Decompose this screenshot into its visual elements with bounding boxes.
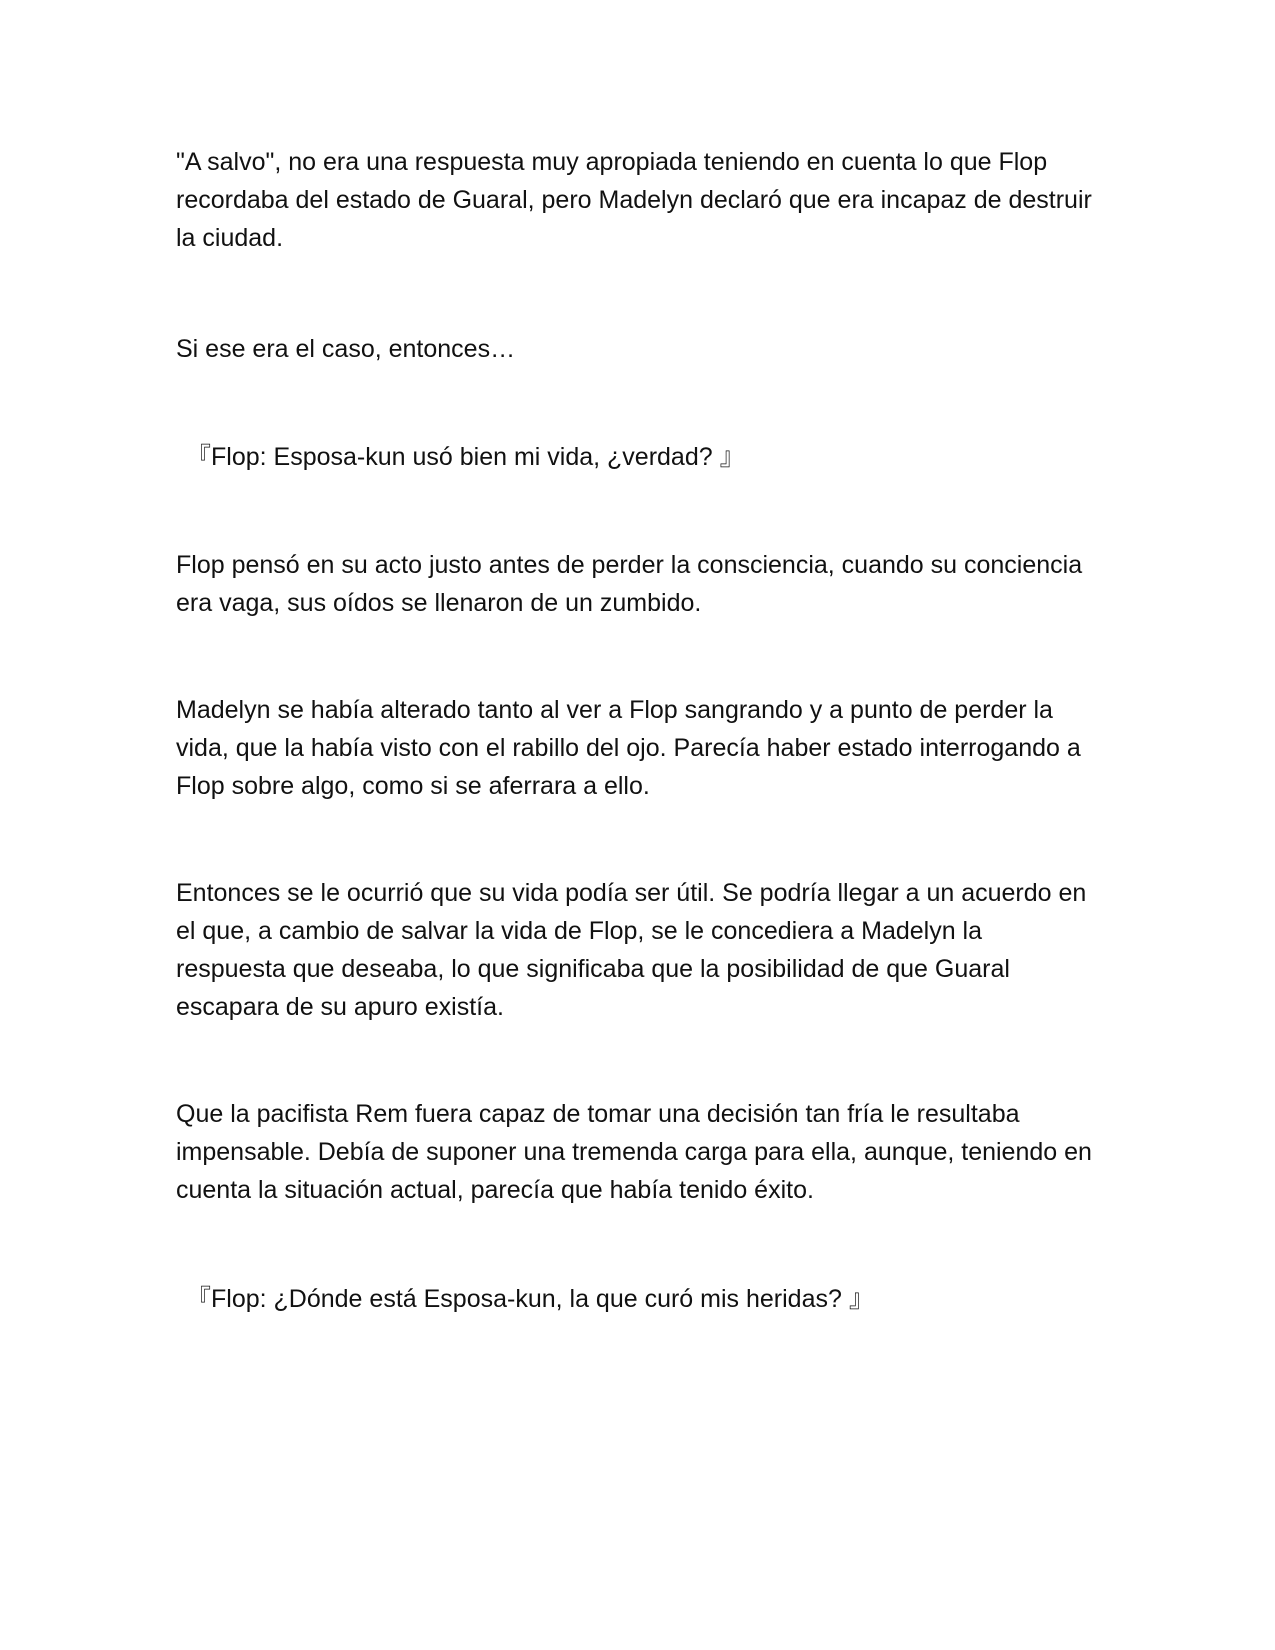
paragraph-pacifista-rem: Que la pacifista Rem fuera capaz de tomar una decisión tan fría le resultaba impensable. Debía de suponer una tremenda carga para ella, aunque, teniendo en cuenta la situación actual, parecía que había tenido éxito. — [176, 1100, 1092, 1204]
paragraph-si-ese-era: Si ese era el caso, entonces… — [176, 335, 516, 363]
paragraph-flop-penso: Flop pensó en su acto justo antes de perder la consciencia, cuando su conciencia era vaga, sus oídos se llenaron de un zumbido. — [176, 551, 1083, 617]
paragraph-madelyn-alterado: Madelyn se había alterado tanto al ver a Flop sangrando y a punto de perder la vida, que la había visto con el rabillo del ojo. Parecía haber estado interrogando a Flop sobre algo, como si se aferrara a ello. — [176, 696, 1081, 800]
dialogue-flop-esposa: 『Flop: ¿Dónde está Esposa-kun, la que curó mis heridas? 』 — [186, 1285, 874, 1313]
dialogue-flop-vida: 『Flop: Esposa-kun usó bien mi vida, ¿verdad? 』 — [186, 443, 745, 471]
paragraph-entonces-ocurrio: Entonces se le ocurrió que su vida podía ser útil. Se podría llegar a un acuerdo en el que, a cambio de salvar la vida de Flop, se le concediera a Madelyn la respuesta que deseaba, lo que significaba que la posibilidad de que Guaral escapara de su apuro existía. — [176, 879, 1087, 1021]
paragraph-a-salvo: "A salvo", no era una respuesta muy apropiada teniendo en cuenta lo que Flop recordaba del estado de Guaral, pero Madelyn declaró que era incapaz de destruir la ciudad. — [176, 148, 1092, 252]
